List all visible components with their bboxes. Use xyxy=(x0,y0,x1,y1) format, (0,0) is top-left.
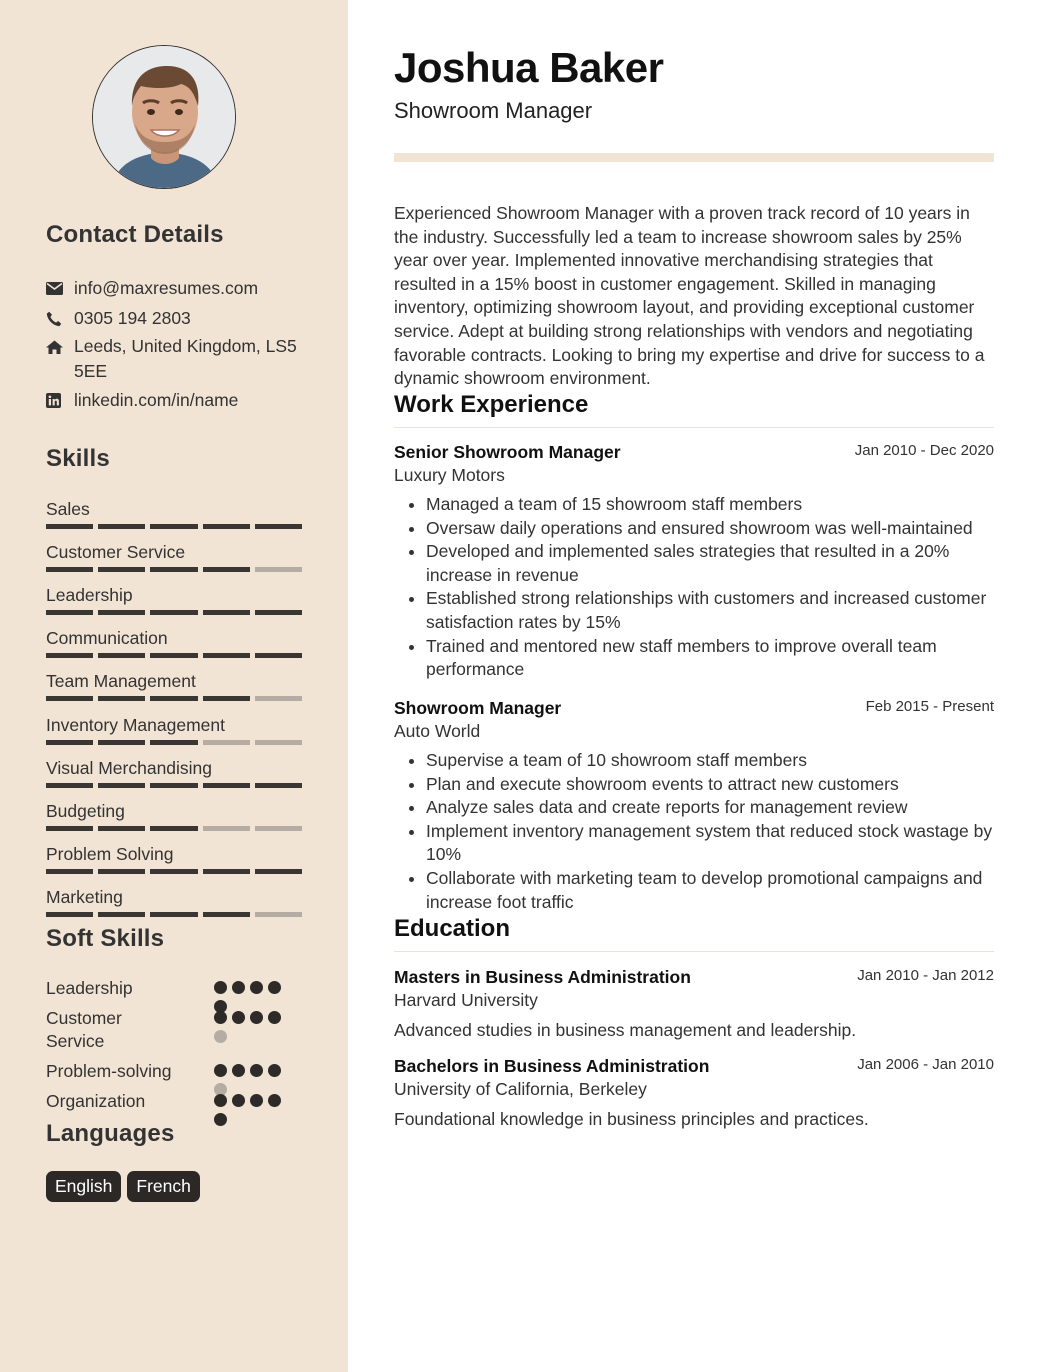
skill-bar-filled xyxy=(150,869,197,874)
skill-bar-filled xyxy=(98,912,145,917)
contact-phone-text: 0305 194 2803 xyxy=(74,308,191,328)
education-description: Advanced studies in business management and leadership. xyxy=(394,1020,857,1040)
job-bullet: • Analyze sales data and create reports for management review xyxy=(426,796,994,820)
skill-bar-filled xyxy=(150,696,197,701)
job-bullet: • Established strong relationships with customers and increased customer satisfaction rates by 15% xyxy=(426,587,994,634)
skill-bar-filled xyxy=(46,567,93,572)
soft-skill-dots xyxy=(214,1094,294,1126)
rating-dot-filled xyxy=(268,981,281,994)
job-bullet: • Oversaw daily operations and ensured showroom was well-maintained xyxy=(426,517,994,541)
education-entry xyxy=(394,1055,994,1131)
skill-bar-filled xyxy=(46,826,93,831)
skill-bar-filled xyxy=(150,567,197,572)
rating-dot-filled xyxy=(214,1094,227,1107)
contact-linkedin-text: linkedin.com/in/name xyxy=(74,390,239,410)
skill-bar-filled xyxy=(150,610,197,615)
skill-bar-filled xyxy=(203,567,250,572)
skill-bar-filled xyxy=(98,826,145,831)
skill-level-bars xyxy=(46,912,302,917)
header-divider xyxy=(394,153,994,162)
languages-list xyxy=(46,1171,200,1202)
skill-item xyxy=(46,670,302,701)
contact-address-text: Leeds, United Kingdom, LS5 5EE xyxy=(74,336,297,381)
skill-bar-filled xyxy=(46,610,93,615)
skill-bar-filled xyxy=(203,869,250,874)
rating-dot-filled xyxy=(214,1064,227,1077)
skill-bar-filled xyxy=(255,524,302,529)
skill-item xyxy=(46,627,302,658)
soft-skills-heading: Soft Skills xyxy=(46,925,165,952)
rating-dot-filled xyxy=(268,1064,281,1077)
skill-bar-filled xyxy=(203,696,250,701)
skill-bar-filled xyxy=(203,783,250,788)
skill-level-bars xyxy=(46,696,302,701)
school-name: Harvard University xyxy=(394,990,538,1010)
job-entry xyxy=(394,441,994,682)
rating-dot-filled xyxy=(250,981,263,994)
rating-dot-filled xyxy=(250,1064,263,1077)
phone-icon xyxy=(46,306,74,331)
skill-level-bars xyxy=(46,567,302,572)
job-bullet: • Trained and mentored new staff members to improve overall team performance xyxy=(426,635,994,682)
skill-level-bars xyxy=(46,610,302,615)
contact-email[interactable] xyxy=(46,276,316,301)
skill-bar-empty xyxy=(203,740,250,745)
degree-title: Masters in Business Administration xyxy=(394,967,691,987)
skill-label: Marketing xyxy=(46,887,123,907)
skill-item xyxy=(46,541,302,572)
skill-bar-empty xyxy=(255,826,302,831)
skill-label: Problem Solving xyxy=(46,844,174,864)
job-bullet: • Supervise a team of 10 showroom staff members xyxy=(426,749,994,773)
job-dates: Feb 2015 - Present xyxy=(865,698,994,715)
skill-bar-filled xyxy=(203,912,250,917)
skill-bar-filled xyxy=(46,524,93,529)
sidebar xyxy=(0,0,348,1372)
skill-bar-filled xyxy=(46,869,93,874)
skill-bar-filled xyxy=(255,783,302,788)
skill-bar-filled xyxy=(203,524,250,529)
skill-bar-filled xyxy=(203,653,250,658)
skill-bar-filled xyxy=(255,869,302,874)
skill-bar-filled xyxy=(98,696,145,701)
skill-bar-filled xyxy=(46,740,93,745)
job-bullet: • Implement inventory management system that reduced stock wastage by 10% xyxy=(426,820,994,867)
rating-dot-filled xyxy=(250,1011,263,1024)
job-bullets xyxy=(394,493,994,682)
skill-bar-filled xyxy=(46,653,93,658)
skill-bar-filled xyxy=(98,740,145,745)
soft-skill-label: Problem-solving xyxy=(46,1061,172,1081)
profile-photo xyxy=(93,46,236,189)
rating-dot-filled xyxy=(214,981,227,994)
skill-bar-filled xyxy=(255,653,302,658)
soft-skill-label: Organization xyxy=(46,1091,146,1111)
job-bullet: • Developed and implemented sales strategies that resulted in a 20% increase in revenue xyxy=(426,540,994,587)
soft-skill-dots xyxy=(214,1011,294,1043)
skill-label: Visual Merchandising xyxy=(46,758,213,778)
language-tag: English xyxy=(46,1171,121,1202)
skill-level-bars xyxy=(46,524,302,529)
school-name: University of California, Berkeley xyxy=(394,1079,647,1099)
job-bullet: • Collaborate with marketing team to develop promotional campaigns and increase foot traffic xyxy=(426,867,994,914)
skill-item xyxy=(46,498,302,529)
job-title: Senior Showroom Manager xyxy=(394,442,621,462)
skill-bar-empty xyxy=(255,912,302,917)
skill-level-bars xyxy=(46,783,302,788)
skill-item xyxy=(46,886,302,917)
skill-bar-filled xyxy=(150,740,197,745)
contact-address xyxy=(46,334,316,384)
skill-bar-filled xyxy=(255,610,302,615)
skill-bar-filled xyxy=(98,653,145,658)
skill-bar-empty xyxy=(255,696,302,701)
contact-heading: Contact Details xyxy=(46,221,224,248)
contact-phone[interactable] xyxy=(46,306,316,331)
rating-dot-filled xyxy=(232,981,245,994)
rating-dot-empty xyxy=(214,1030,227,1043)
skill-bar-filled xyxy=(98,869,145,874)
profile-summary: Experienced Showroom Manager with a proven track record of 10 years in the industry. Successfully led a team to increase showroom sales by 25% year over year. Implemented innovative merchandising strategies that resulted in a 15% boost in customer engagement. Skilled in managing inventory, optimizing showroom layout, and providing exceptional customer service. Adept at building strong relationships with vendors and negotiating favorable contracts. Looking to bring my expertise and drive for success to a dynamic showroom environment. xyxy=(394,203,985,389)
skill-item xyxy=(46,843,302,874)
job-dates: Jan 2010 - Dec 2020 xyxy=(854,442,994,459)
candidate-role: Showroom Manager xyxy=(394,98,593,123)
job-entry xyxy=(394,697,994,914)
skill-bar-filled xyxy=(46,696,93,701)
skill-bar-empty xyxy=(255,740,302,745)
skill-bar-filled xyxy=(150,912,197,917)
skill-item xyxy=(46,714,302,745)
home-icon xyxy=(46,334,74,359)
envelope-icon xyxy=(46,276,74,301)
education-entry xyxy=(394,966,994,1042)
skill-label: Sales xyxy=(46,499,90,519)
skill-bar-filled xyxy=(150,653,197,658)
skill-bar-filled xyxy=(98,524,145,529)
skill-label: Team Management xyxy=(46,671,196,691)
skill-level-bars xyxy=(46,869,302,874)
skill-item xyxy=(46,757,302,788)
soft-skill-label: Customer Service xyxy=(46,1008,122,1051)
skill-bar-filled xyxy=(46,912,93,917)
skill-bar-filled xyxy=(150,524,197,529)
rating-dot-filled xyxy=(268,1011,281,1024)
skill-bar-empty xyxy=(255,567,302,572)
skill-item xyxy=(46,800,302,831)
skill-item xyxy=(46,584,302,615)
work-experience-heading: Work Experience xyxy=(394,391,994,428)
skill-bar-filled xyxy=(150,783,197,788)
degree-title: Bachelors in Business Administration xyxy=(394,1056,710,1076)
skill-level-bars xyxy=(46,740,302,745)
job-bullets xyxy=(394,749,994,914)
education-dates: Jan 2010 - Jan 2012 xyxy=(857,967,994,984)
rating-dot-filled xyxy=(250,1094,263,1107)
rating-dot-filled xyxy=(214,1113,227,1126)
soft-skill-dots xyxy=(214,981,294,1013)
candidate-name: Joshua Baker xyxy=(394,44,664,91)
rating-dot-filled xyxy=(232,1064,245,1077)
rating-dot-filled xyxy=(232,1011,245,1024)
job-bullet: • Plan and execute showroom events to attract new customers xyxy=(426,773,994,797)
linkedin-icon xyxy=(46,388,74,413)
job-title: Showroom Manager xyxy=(394,698,562,718)
rating-dot-filled xyxy=(232,1094,245,1107)
education-dates: Jan 2006 - Jan 2010 xyxy=(857,1056,994,1073)
contact-linkedin[interactable] xyxy=(46,388,316,413)
soft-skill-dots xyxy=(214,1064,294,1096)
skill-level-bars xyxy=(46,653,302,658)
job-bullet: • Managed a team of 15 showroom staff members xyxy=(426,493,994,517)
skill-bar-empty xyxy=(203,826,250,831)
skill-bar-filled xyxy=(98,567,145,572)
languages-heading: Languages xyxy=(46,1120,175,1147)
job-company: Luxury Motors xyxy=(394,465,505,485)
job-company: Auto World xyxy=(394,721,481,741)
rating-dot-filled xyxy=(268,1094,281,1107)
education-description: Foundational knowledge in business principles and practices. xyxy=(394,1109,869,1129)
soft-skill-label: Leadership xyxy=(46,978,133,998)
skills-heading: Skills xyxy=(46,445,110,472)
skill-level-bars xyxy=(46,826,302,831)
contact-email-text: info@maxresumes.com xyxy=(74,278,259,298)
skill-bar-filled xyxy=(203,610,250,615)
skill-bar-filled xyxy=(98,783,145,788)
skill-label: Communication xyxy=(46,628,168,648)
skill-label: Inventory Management xyxy=(46,715,225,735)
skill-label: Customer Service xyxy=(46,542,186,562)
skill-bar-filled xyxy=(46,783,93,788)
skill-label: Leadership xyxy=(46,585,133,605)
avatar xyxy=(92,45,236,189)
skill-bar-filled xyxy=(98,610,145,615)
language-tag: French xyxy=(127,1171,199,1202)
skill-bar-filled xyxy=(150,826,197,831)
rating-dot-filled xyxy=(214,1011,227,1024)
skill-label: Budgeting xyxy=(46,801,125,821)
education-heading: Education xyxy=(394,915,994,952)
